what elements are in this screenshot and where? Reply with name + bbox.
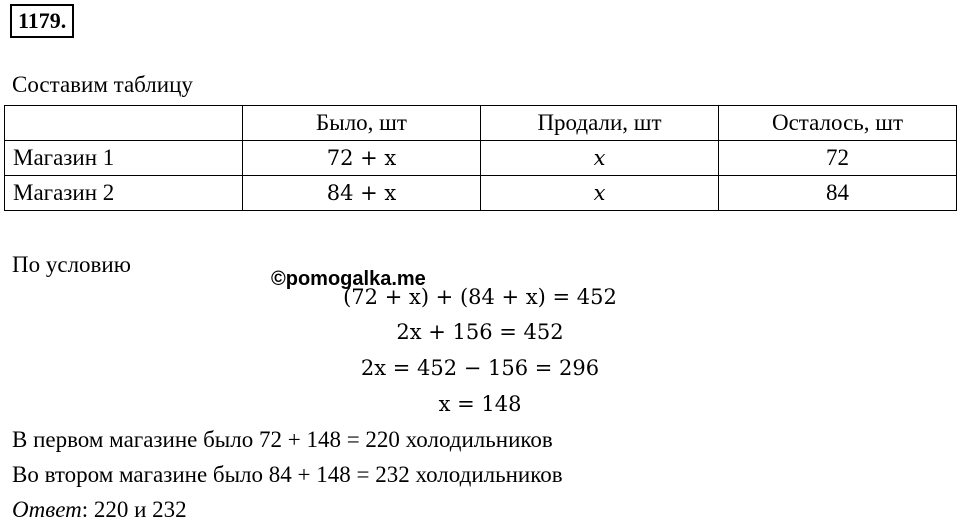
table-header-row [5, 106, 957, 141]
problem-number: 1179. [10, 4, 74, 38]
table-header-had: Было, шт [243, 106, 481, 141]
answer-label: Ответ [12, 497, 82, 522]
answer-value: : 220 и 232 [81, 497, 187, 522]
cell-had: 84 + x [243, 176, 481, 211]
conclusion-line: В первом магазине было 72 + 148 = 220 холодильников [12, 427, 553, 452]
row-label: Магазин 1 [5, 141, 243, 176]
cell-left: 72 [719, 141, 957, 176]
cell-had: 72 + x [243, 141, 481, 176]
conclusion-line: Во втором магазине было 84 + 148 = 232 холодильников [12, 462, 563, 487]
cell-sold: x [481, 141, 719, 176]
table-row [5, 176, 957, 211]
row-label: Магазин 2 [5, 176, 243, 211]
table-header-sold: Продали, шт [481, 106, 719, 141]
equation-line: 2x + 156 = 452 [396, 320, 564, 344]
table-row [5, 141, 957, 176]
table-header-left: Осталось, шт [719, 106, 957, 141]
equation-line: (72 + x) + (84 + x) = 452 [343, 285, 617, 309]
intro-text: Составим таблицу [12, 72, 193, 97]
answer-line [12, 497, 187, 523]
data-table [4, 105, 957, 211]
watermark: ©pomogalka.me [271, 268, 426, 290]
equation-line: 2x = 452 − 156 = 296 [360, 356, 600, 380]
table-header-empty [5, 106, 243, 141]
equation-line: x = 148 [438, 392, 522, 416]
cell-left: 84 [719, 176, 957, 211]
cell-sold: x [481, 176, 719, 211]
condition-label: По условию [12, 252, 131, 277]
